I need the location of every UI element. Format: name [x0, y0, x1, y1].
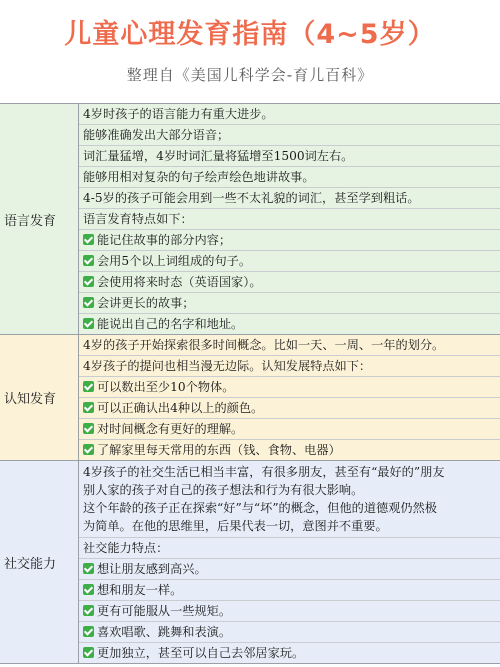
check-item-text: 会讲更长的故事；: [97, 296, 195, 310]
check-item: [79, 314, 500, 334]
check-item: [79, 293, 500, 314]
check-item: [79, 622, 500, 643]
check-item: [79, 398, 500, 419]
check-item-text: 可以正确认出4种以上的颜色。: [97, 401, 264, 415]
check-icon: [83, 563, 94, 574]
section-cognition: [0, 335, 500, 461]
check-item-text: 能记住故事的部分内容；: [97, 233, 232, 247]
check-item: [79, 377, 500, 398]
check-icon: [83, 647, 94, 658]
check-item-text: 更有可能服从一些规矩。: [97, 604, 232, 618]
check-icon: [83, 402, 94, 413]
check-icon: [83, 234, 94, 245]
text-line: 词汇量猛增，4岁时词汇量将猛增至1500词左右。: [79, 146, 500, 167]
text-paragraph: [79, 461, 500, 538]
section-social: [0, 461, 500, 664]
check-item-text: 会用5个以上词组成的句子。: [97, 254, 252, 268]
check-icon: [83, 276, 94, 287]
check-item: [79, 559, 500, 580]
check-item: [79, 419, 500, 440]
guide-table: [0, 103, 500, 664]
paragraph-line: 这个年龄的孩子正在探索“好”与“坏”的概念，但他的道德观仍然极: [83, 501, 437, 515]
check-item-text: 能说出自己的名字和地址。: [97, 317, 244, 331]
check-icon: [83, 444, 94, 455]
check-item-text: 想让朋友感到高兴。: [97, 562, 207, 576]
page-subtitle: 整理自《美国儿科学会-育儿百科》: [126, 66, 374, 84]
paragraph-line: 别人家的孩子对自己的孩子想法和行为有很大影响。: [83, 483, 364, 497]
check-item: [79, 230, 500, 251]
check-item: [79, 601, 500, 622]
text-line: 能够准确发出大部分语音；: [79, 125, 500, 146]
section-label-language: 语言发育: [0, 104, 79, 334]
check-item: [79, 580, 500, 601]
check-item-text: 会使用将来时态（英语国家）。: [97, 275, 262, 289]
check-item-text: 了解家里每天常用的东西（钱、食物、电器）: [97, 443, 341, 457]
check-icon: [83, 255, 94, 266]
section-content-cognition: [79, 335, 500, 460]
section-language: [0, 104, 500, 335]
paragraph-line: 为简单。在他的思维里，后果代表一切，意图并不重要。: [83, 519, 388, 533]
section-content-social: [79, 461, 500, 663]
check-item: [79, 251, 500, 272]
section-label-social: 社交能力: [0, 461, 79, 663]
text-line: 能够用相对复杂的句子绘声绘色地讲故事。: [79, 167, 500, 188]
text-line: 语言发育特点如下：: [79, 209, 500, 230]
check-item: [79, 643, 500, 663]
check-item-text: 对时间概念有更好的理解。: [97, 422, 244, 436]
text-line: 4岁的孩子开始探索很多时间概念。比如一天、一周、一年的划分。: [79, 335, 500, 356]
check-item: [79, 272, 500, 293]
check-item: [79, 440, 500, 460]
check-item-text: 想和朋友一样。: [97, 583, 183, 597]
check-icon: [83, 605, 94, 616]
check-item-text: 喜欢唱歌、跳舞和表演。: [97, 625, 232, 639]
check-icon: [83, 297, 94, 308]
text-line: 社交能力特点：: [79, 538, 500, 559]
check-item-text: 更加独立，甚至可以自己去邻居家玩。: [97, 646, 305, 660]
check-icon: [83, 626, 94, 637]
check-icon: [83, 381, 94, 392]
text-line: 4-5岁的孩子可能会用到一些不太礼貌的词汇，甚至学到粗话。: [79, 188, 500, 209]
paragraph-line: 4岁孩子的社交生活已相当丰富，有很多朋友，甚至有“最好的”朋友: [83, 465, 445, 479]
check-icon: [83, 584, 94, 595]
section-content-language: [79, 104, 500, 334]
header: [0, 0, 500, 103]
text-line: 4岁时孩子的语言能力有重大进步。: [79, 104, 500, 125]
check-icon: [83, 318, 94, 329]
text-line: 4岁孩子的提问也相当漫无边际。认知发展特点如下：: [79, 356, 500, 377]
section-label-cognition: 认知发育: [0, 335, 79, 460]
page-title: 儿童心理发育指南（4~5岁）: [64, 19, 436, 50]
check-icon: [83, 423, 94, 434]
check-item-text: 可以数出至少10个物体。: [97, 380, 235, 394]
